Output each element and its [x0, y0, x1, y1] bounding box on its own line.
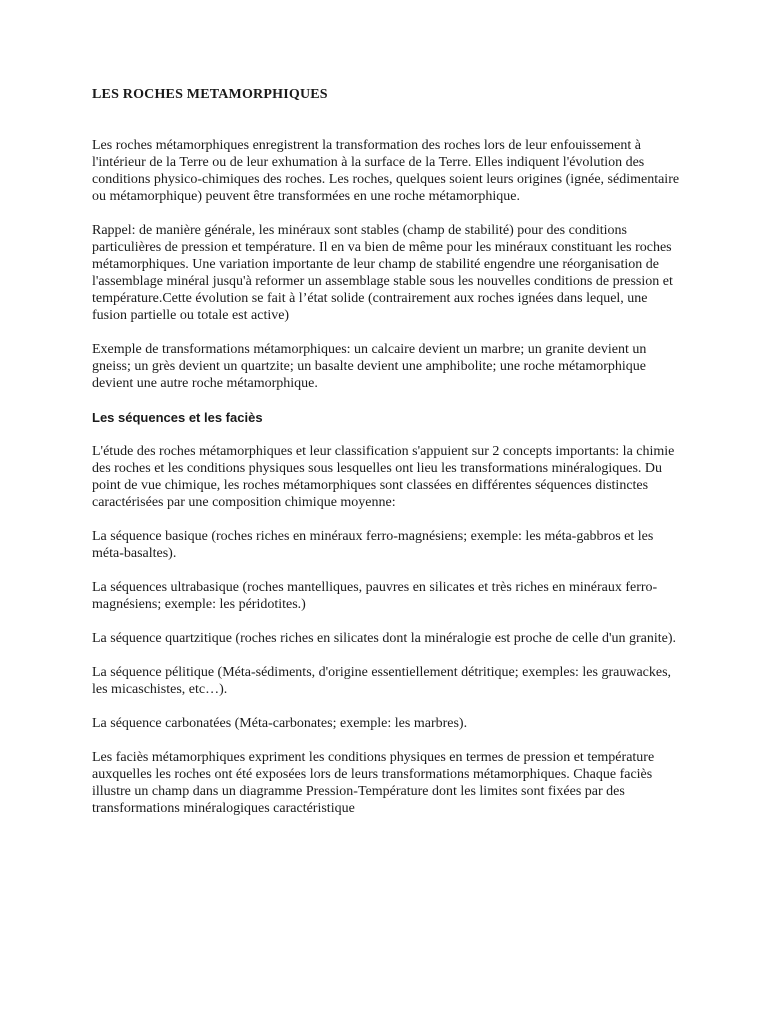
section-heading-sequences-facies: Les séquences et les faciès	[92, 410, 263, 425]
paragraph-sequence-ultrabasique: La séquences ultrabasique (roches mantelliques, pauvres en silicates et très riches en minéraux ferro-magnésiens; exemple: les péridotites.)	[92, 580, 658, 612]
document-page	[92, 86, 684, 834]
paragraph-sequence-pelitique: La séquence pélitique (Méta-sédiments, d'origine essentiellement détritique; exemples: les grauwackes, les micaschistes, etc…).	[92, 665, 672, 697]
paragraph-classification: L'étude des roches métamorphiques et leur classification s'appuient sur 2 concepts importants: la chimie des roches et les conditions physiques sous lesquelles ont lieu les transformations minéralogiques. Du point de vue chimique, les roches métamorphiques sont classées en différentes séquences distinctes caractérisées par une composition chimique moyenne:	[92, 444, 675, 510]
paragraph-sequence-carbonatee: La séquence carbonatées (Méta-carbonates; exemple: les marbres).	[92, 716, 468, 731]
paragraph-sequence-basique: La séquence basique (roches riches en minéraux ferro-magnésiens; exemple: les méta-gabbros et les méta-basaltes).	[92, 529, 654, 561]
paragraph-intro-definition: Les roches métamorphiques enregistrent la transformation des roches lors de leur enfouissement à l'intérieur de la Terre ou de leur exhumation à la surface de la Terre. Elles indiquent l'évolution des conditions physico-chimiques des roches. Les roches, quelques soient leurs origines (ignée, sédimentaire ou métamorphique) peuvent être transformées en une roche métamorphique.	[92, 138, 680, 204]
paragraph-intro-reminder: Rappel: de manière générale, les minéraux sont stables (champ de stabilité) pour des conditions particulières de pression et température. Il en va bien de même pour les minéraux constituant les roches métamorphiques. Une variation importante de leur champ de stabilité engendre une réorganisation de l'assemblage minéral jusqu'à reformer un assemblage stable sous les nouvelles conditions de pression et température.Cette évolution se fait à l’état solide (contrairement aux roches ignées dans lequel, une fusion partielle ou totale est active)	[92, 223, 673, 323]
paragraph-sequence-quartzitique: La séquence quartzitique (roches riches en silicates dont la minéralogie est proche de celle d'un granite).	[92, 631, 677, 646]
document-title: LES ROCHES METAMORPHIQUES	[92, 87, 328, 102]
paragraph-intro-examples: Exemple de transformations métamorphiques: un calcaire devient un marbre; un granite devient un gneiss; un grès devient un quartzite; un basalte devient une amphibolite; une roche métamorphique devient une autre roche métamorphique.	[92, 342, 647, 391]
paragraph-facies: Les faciès métamorphiques expriment les conditions physiques en termes de pression et température auxquelles les roches ont été exposées lors de leurs transformations métamorphiques. Chaque faciès illustre un champ dans un diagramme Pression-Température dont les limites sont fixées par des transformations minéralogiques caractéristique	[92, 750, 655, 816]
